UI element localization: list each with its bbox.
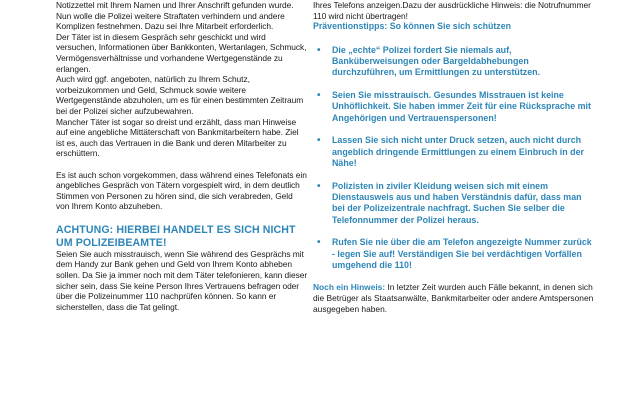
list-item-text: Polizisten in ziviler Kleidung weisen sich mit einem Dienstausweis aus und haben Verständnis dafür, dass man bei der Polizeizentrale nachfragt. Suchen Sie selber die Telefonnummer der Polizei heraus. <box>332 180 582 225</box>
warning-heading: ACHTUNG: HIERBEI HANDELT ES SICH NICHT UM POLIZEIBEAMTE! <box>56 224 296 249</box>
note-text: In letzter Zeit wurden auch Fälle bekannt, in denen sich die Betrüger als Staatsanwälte, Bankmitarbeiter oder andere Amtspersonen ausgegeben haben. <box>313 282 594 314</box>
list-item <box>313 90 595 124</box>
spacer <box>56 159 308 170</box>
list-item <box>313 45 595 79</box>
paragraph-bank-staff: Mancher Täter ist sogar so dreist und erzählt, dass man Hinweise auf eine angebliche Mittäterschaft von Bankmitarbeitern habe. Ziel ist es, auch das Vertrauen in die Bank und deren Mitarbeiter zu erschüttern. <box>56 116 299 159</box>
bullet-icon: • <box>317 90 321 102</box>
paragraph-bank-withdrawal: Seien Sie auch misstrauisch, wenn Sie während des Gesprächs mit dem Handy zur Bank gehen und Geld von Ihrem Konto abheben sollen. Da Sie ja immer noch mit dem Täter telefonieren, kann dieser sicher sein, dass Sie keine Person Ihres Vertrauens befragen oder über die Polizeinummer 110 nachprüfen können. So kann er sicherstellen, dass die Tat gelingt. <box>56 248 308 312</box>
list-item-text: Rufen Sie nie über die am Telefon angezeigte Nummer zurück - legen Sie auf! Verständigen Sie bei verdächtigen Vorfällen umgehend die 110! <box>332 237 592 270</box>
left-column <box>56 0 308 312</box>
paragraph-caller-id: Ihres Telefons anzeigen.Dazu der ausdrückliche Hinweis: die Notrufnummer 110 wird nicht übertragen! <box>313 0 591 21</box>
additional-note <box>313 282 595 314</box>
list-item-text: Die „echte“ Polizei fordert Sie niemals auf, Banküberweisungen oder Bargeldabhebungen durchzuführen, um Ermittlungen zu unterstützen. <box>332 44 541 78</box>
right-column <box>313 0 595 314</box>
paragraph-story-end: Notizzettel mit Ihrem Namen und Ihrer Anschrift gefunden wurde. Nun wolle die Polizei weitere Straftaten verhindern und andere Komplizen festnehmen. Dazu sei Ihre Mitarbeit erforderlich. <box>56 0 294 32</box>
paragraph-conversation: Der Täter ist in diesem Gespräch sehr geschickt und wird versuchen, Informationen über Bankkonten, Wertanlagen, Schmuck, Vermögensverhältnisse und vorhandene Wertgegenstände zu erlangen. <box>56 31 307 74</box>
list-item <box>313 237 595 271</box>
prevention-tips-list <box>313 45 595 271</box>
list-item-text: Lassen Sie sich nicht unter Druck setzen, auch nicht durch angeblich dringende Ermittlungen zu einem Einbruch in der Nähe! <box>332 135 584 168</box>
prevention-tips-heading: Präventionstipps: So können Sie sich schützen <box>313 21 511 32</box>
paragraph-fake-recording: Es ist auch schon vorgekommen, dass während eines Telefonats ein angebliches Gespräch von Tätern vorgespielt wird, in dem deutlich Stimmen von Personen zu hören sind, die sich verabreden, Geld von Ihrem Konto abzuheben. <box>56 169 307 212</box>
bullet-icon: • <box>317 237 321 249</box>
spacer <box>56 212 308 223</box>
bullet-icon: • <box>317 44 321 56</box>
list-item <box>313 135 595 169</box>
bullet-icon: • <box>317 180 321 192</box>
list-item <box>313 181 595 226</box>
paragraph-pickup-offer: Auch wird ggf. angeboten, natürlich zu Ihrem Schutz, vorbeizukommen und Geld, Schmuck sowie weitere Wertgegenstände abzuholen, um es für einen bestimmten Zeitraum bei der Polizei sicher aufzubewahren. <box>56 74 304 116</box>
bullet-icon: • <box>317 135 321 147</box>
note-lead: Noch ein Hinweis: <box>313 282 386 293</box>
list-item-text: Seien Sie misstrauisch. Gesundes Misstrauen ist keine Unhöflichkeit. Sie haben immer Zeit für eine Rücksprache mit Angehörigen und Vertrauenspersonen! <box>332 90 591 123</box>
